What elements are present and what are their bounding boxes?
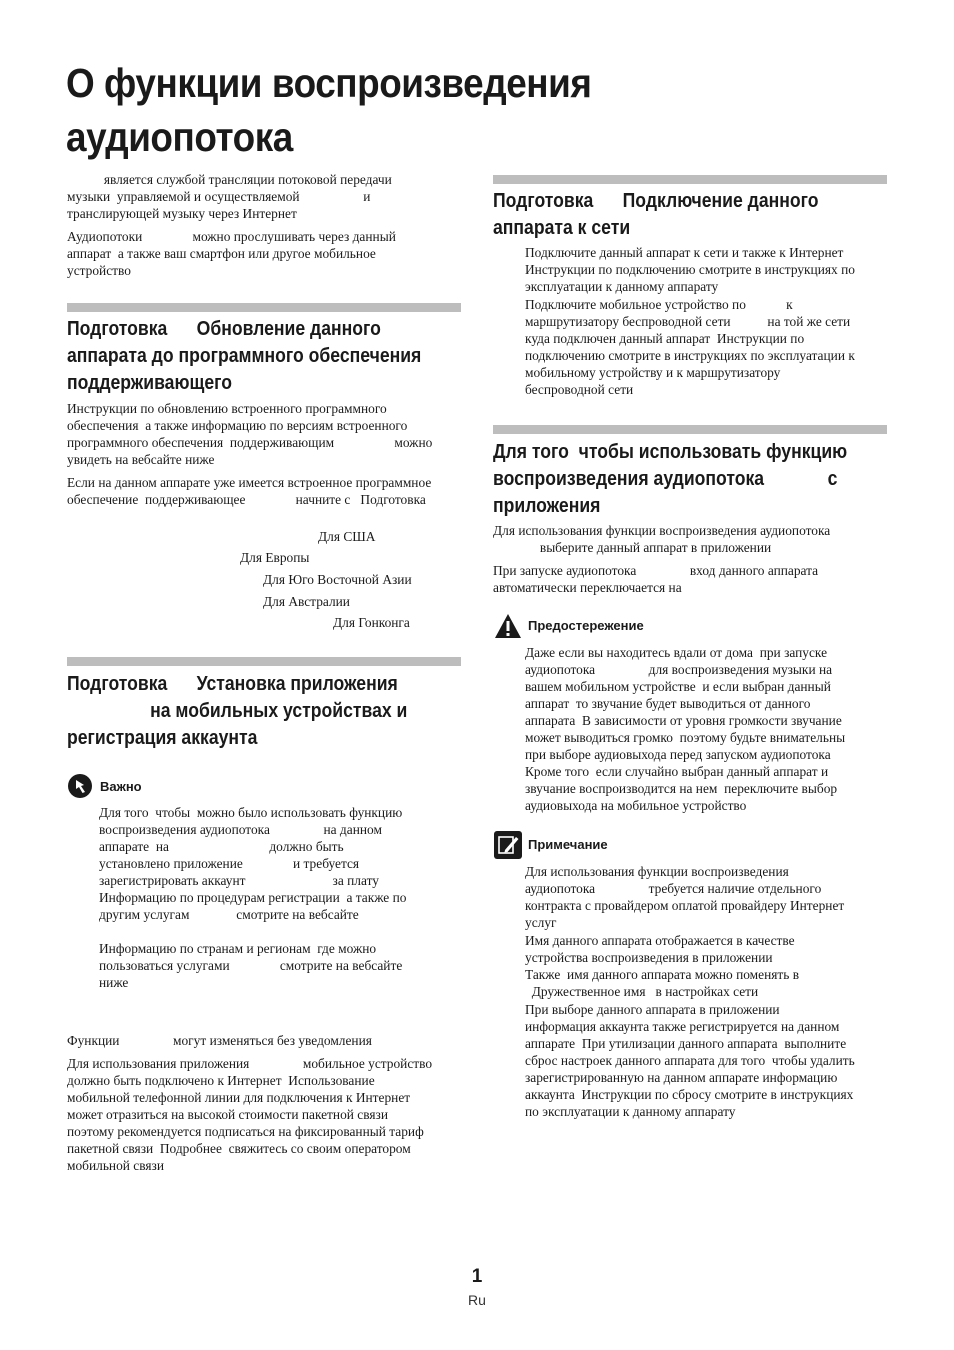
section-update-body xyxy=(67,400,432,514)
language-code: Ru xyxy=(468,1292,486,1308)
note-paragraph-3: При выборе данного аппарата в приложении информация аккаунта также регистрируется на данном аппарате При утилизации данного аппарата выполните сброс настроек данного аппарата для того чтобы удалить зарегистрированную на данном аппарате информацию аккаунта Инструкции по сбросу смотрите в инструкциях по эксплуатации к данному аппарату xyxy=(525,1002,855,1119)
section-divider xyxy=(493,175,887,184)
section-heading-use: Для того чтобы использовать функцию воспроизведения аудиопотока с приложения xyxy=(493,441,848,517)
section-connect-body xyxy=(525,244,855,404)
update-paragraph-1: Инструкции по обновлению встроенного программного обеспечения а также информацию по версиям встроенного программного обеспечения поддерживающим можно увидеть на вебсайте ниже xyxy=(67,401,433,467)
page-title-line1: О функции воспроизведения xyxy=(66,60,592,106)
section-heading-connect: Подготовка Подключение данного аппарата к сети xyxy=(493,190,819,239)
section-divider xyxy=(67,303,461,312)
region-link-usa[interactable]: Для США xyxy=(318,529,376,544)
section-heading-install: Подготовка Установка приложения на мобильных устройствах и регистрация аккаунта xyxy=(67,673,408,749)
caution-paragraph: Даже если вы находитесь вдали от дома при запуске аудиопотока для воспроизведения музыки на вашем мобильном устройстве и если выбран данный аппарат то звучание будет выводиться от данного аппарата В зависимости от уровня громкости звучание может выводиться громко поэтому будьте внимательны при выборе аудиовыхода перед запуском аудиопотока Кроме того если случайно выбран данный аппарат и звучание воспроизводится на нем переключите выбор аудиовыхода на мобильное устройство xyxy=(525,645,846,813)
page-number: 1 xyxy=(471,1266,483,1287)
important-label: Важно xyxy=(100,779,142,794)
caution-body xyxy=(525,644,845,820)
section-heading-update: Подготовка Обновление данного аппарата до программного обеспечения поддерживающего xyxy=(67,318,422,394)
intro xyxy=(67,171,396,285)
note-body xyxy=(525,863,855,1126)
note-paragraph-1: Для использования функции воспроизведения аудиопотока требуется наличие отдельного контракта с провайдером оплатой провайдеру Интернет услуг xyxy=(525,864,845,930)
intro-paragraph-1: является службой трансляции потоковой передачи музыки управляемой и осуществляемой и транслирующей музыку через Интернет xyxy=(67,172,392,221)
important-paragraph-1: Для того чтобы можно было использовать функцию воспроизведения аудиопотока на данном аппарате на должно быть установлено приложение и требуется зарегистрировать аккаунт за плату Информацию по процедурам регистрации а также по другим услугам смотрите на вебсайте xyxy=(99,805,407,922)
use-paragraph-2: При запуске аудиопотока вход данного аппарата автоматически переключается на xyxy=(493,563,819,595)
region-link-southeast-asia[interactable]: Для Юго Восточной Азии xyxy=(263,572,412,587)
region-link-australia[interactable]: Для Австралии xyxy=(263,594,350,609)
section-divider xyxy=(67,657,461,666)
section-install-body xyxy=(67,1032,432,1180)
important-body xyxy=(99,804,406,997)
important-icon xyxy=(67,773,93,799)
section-use-body xyxy=(493,522,830,602)
region-link-europe[interactable]: Для Европы xyxy=(240,550,310,565)
note-icon xyxy=(494,831,522,859)
important-paragraph-2: Информацию по странам и регионам где можно пользоваться услугами смотрите на вебсайте ниже xyxy=(99,941,403,990)
caution-icon xyxy=(494,613,522,639)
connect-paragraph-1: Подключите данный аппарат к сети и также к Интернет Инструкции по подключению смотрите в инструкциях по эксплуатации к данному аппарату xyxy=(525,245,855,294)
caution-label: Предостережение xyxy=(528,618,644,633)
connect-paragraph-2: Подключите мобильное устройство по к маршрутизатору беспроводной сети на той же сети куда подключен данный аппарат Инструкции по подключению смотрите в инструкциях по эксплуатации к мобильному устройству и к маршрутизатору беспроводной сети xyxy=(525,297,855,397)
page-title xyxy=(66,56,804,164)
page-title-line2: аудиопотока xyxy=(66,114,293,160)
section-divider xyxy=(493,425,887,434)
region-link-hong-kong[interactable]: Для Гонконга xyxy=(333,615,410,630)
note-label: Примечание xyxy=(528,837,608,852)
use-paragraph-1: Для использования функции воспроизведения аудиопотока выберите данный аппарат в приложении xyxy=(493,523,831,555)
install-paragraph-1: Функции могут изменяться без уведомления xyxy=(67,1033,372,1048)
update-paragraph-2: Если на данном аппарате уже имеется встроенное программное обеспечение поддерживающее начните с Подготовка xyxy=(67,475,432,507)
intro-paragraph-2: Аудиопотоки можно прослушивать через данный аппарат а также ваш смартфон или другое мобильное устройство xyxy=(67,229,396,278)
note-paragraph-2: Имя данного аппарата отображается в качестве устройства воспроизведения в приложении Также имя данного аппарата можно поменять в Дружественное имя в настройках сети xyxy=(525,933,800,999)
install-paragraph-2: Для использования приложения мобильное устройство должно быть подключено к Интернет Использование мобильной телефонной линии для подключения к Интернет может отразиться на высокой стоимости пакетной связи поэтому рекомендуется подписаться на фиксированный тариф пакетной связи Подробнее свяжитесь со своим оператором мобильной связи xyxy=(67,1056,433,1173)
